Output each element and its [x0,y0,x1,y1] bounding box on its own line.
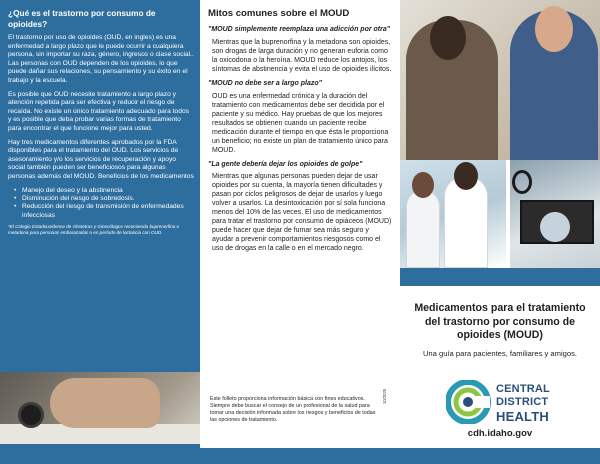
list-item: • Disminución del riesgo de sobredosis. [14,195,194,203]
benefits-list [14,187,194,221]
oud-paragraph-3: Hay tres medicamentos diferentes aprobados por la FDA disponibles para el tratamiento del OUD. Los servicios de asesoramiento y/o los servicios de recuperación y apoyo social también pueden ser beneficiosos para algunas personas además del MOUD. Beneficios de los medicamentos [8,138,194,180]
brochure-subtitle: Una guía para pacientes, familiares y amigos. [422,349,578,358]
hand-watch-photo [0,372,200,444]
doctor-head [412,172,434,198]
myth-title: "MOUD no debe ser a largo plazo" [208,79,322,87]
telehealth-photo [510,160,600,268]
myths-section [206,8,392,259]
central-district-health-logo [446,380,566,424]
myth-title: "La gente debería dejar los opioides de golpe" [208,160,363,168]
oud-paragraph-2: Es posible que OUD necesite tratamiento a largo plazo y atención repetida para ser efectiva y reducir el riesgo de recaída. No existe un único tratamiento adecuado para todos y es posible que deba probar varias formas de tratamiento para encontrar el que funcione mejor para usted. [8,90,190,132]
clinician-head [535,6,573,52]
myth-body: Mientras que algunas personas pueden dejar de usar opioides por su cuenta, la mayoría tienen dificultades y pasan por ciclos peligrosos de dejar de usarlos y luego volver a usarlos. La desintoxicación por sí sola funciona menos del 10% de las veces. El uso de medicamentos para tratar el trastorno por consumo de opiáceos (MOUD) puede hacer que dejar de fumar sea más seguro y ayudar a prevenir comportamientos riesgosos como el uso de drogas en la calle o en el mercado negro. [212,173,392,253]
oud-paragraph-1: El trastorno por uso de opioides (OUD, en ingles) es una enfermedad a largo plazo que le puede ocurrir a cualquiera persona, sin importar su raza, género, ingresos o clase social.. Las personas con OUD dependen de los opioides, lo que puede dañar sus relaciones, su pensamiento y su éxito en el trabajo y la escuela. [8,34,194,84]
counseling-photo [400,0,600,160]
brochure-title: Medicamentos para el tratamiento del trastorno por consumo de opioides (MOUD) [414,302,586,341]
logo-text-line: DISTRICT [496,396,549,408]
footnote: *El Colegio Estadounidense de Obstetras y Ginecólogos recomienda buprenorfina o metadona para personas embarazadas o en período de lactancia con OUD. [8,224,180,235]
date-code: 10/2025 [382,388,387,404]
myths-title: Mitos comunes sobre el MOUD [208,8,350,19]
logo-text-line: HEALTH [496,409,549,424]
middle-panel [200,0,400,464]
logo-mark-icon [446,380,492,424]
logo-text-line: CENTRAL [496,383,550,395]
list-item: • Manejo del deseo y la abstinencia [14,187,194,195]
doctor-head [454,162,478,190]
website-url[interactable]: cdh.idaho.gov [467,428,533,439]
bottom-band [0,448,600,464]
hand-shape [50,378,160,428]
disclaimer: Este folleto proporciona información básica con fines educativos. Siempre debe buscar el consejo de un profesional de la salud para tomar una decisión informada sobre los riesgos y beneficios de todas las opciones de tratamiento. [210,396,376,423]
list-item: • Reducción del riesgo de transmisión de enfermedades infecciosas [14,203,194,220]
myth-body: Mientras que la buprenorfina y la metadona son opioides, son drogas de larga duración y no generan euforia como la oxicodona o la heroína. MOUD reduce los antojos, los síntomas de abstinencia y evita el uso de opioides ilícitos. [212,38,392,73]
patient-head [430,16,466,60]
myth-title: "MOUD simplemente reemplaza una adicción por otra" [208,26,391,33]
doctors-photo [400,160,506,268]
oud-info-section [8,8,194,236]
myth-body: OUD es una enfermedad crónica y la duración del tratamiento con medicamentos debe ser decidida por el paciente y su médico. Hay pruebas de que los mejores resultados se obtienen cuando un paciente recibe medicación durante el tiempo en que ésta le proporciona un beneficio; no existe un plan de tratamiento único para MOUD. [212,92,389,154]
video-call-person [540,212,570,242]
headset-icon [512,170,532,194]
color-strip [400,268,600,286]
oud-heading: ¿Qué es el trastorno por consumo de opioides? [8,8,156,29]
watch-icon [18,402,44,428]
doctor-figure [406,190,440,268]
